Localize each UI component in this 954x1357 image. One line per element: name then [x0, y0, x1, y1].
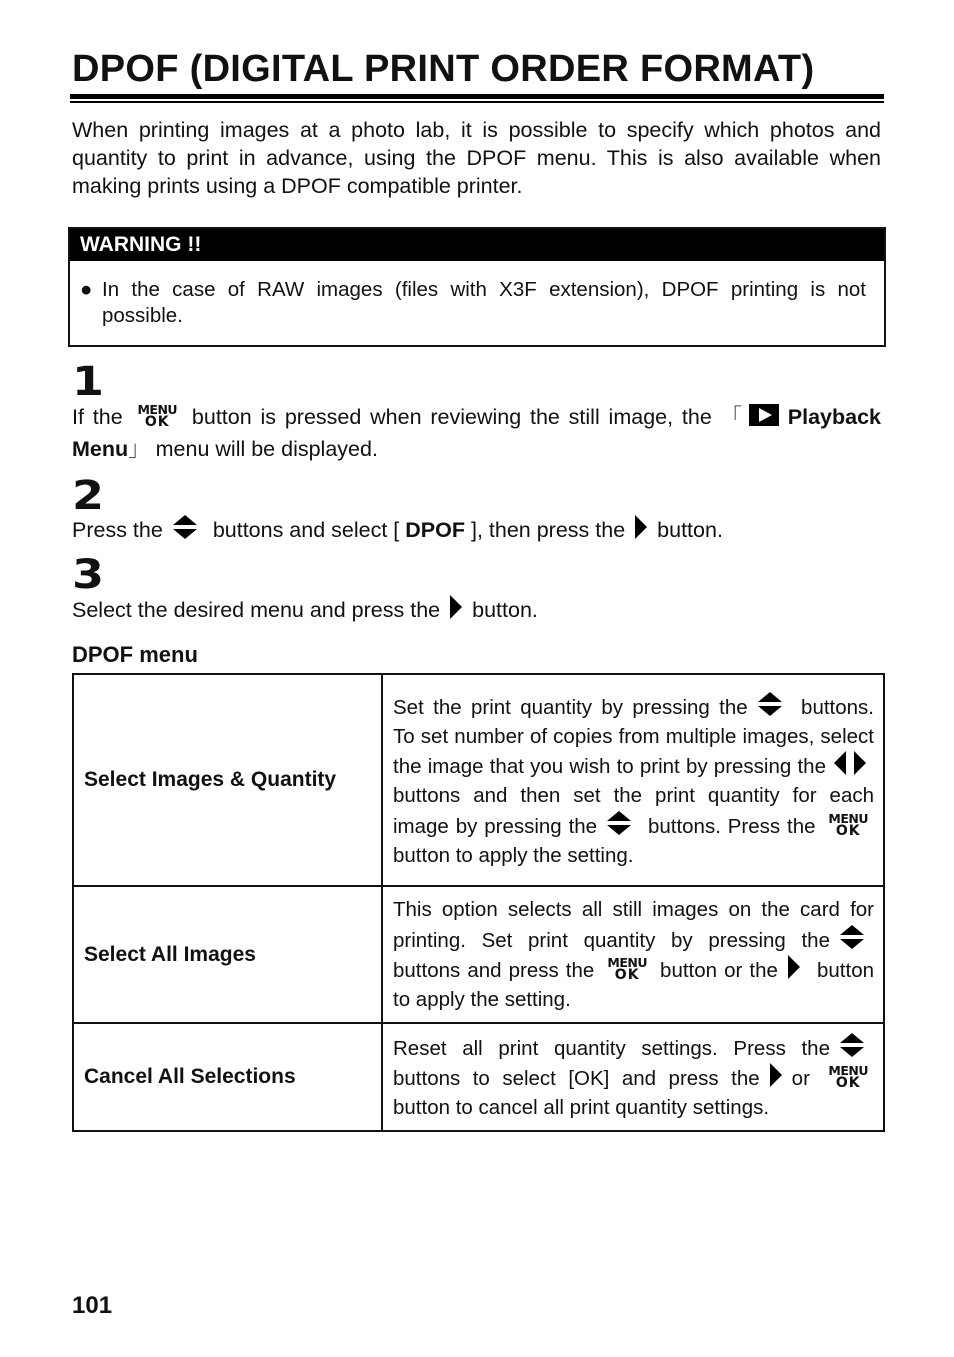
step-3-text [72, 594, 881, 626]
left-right-arrows-icon [834, 751, 866, 775]
step-text-part: Press the [72, 518, 163, 542]
playback-menu-name: Playback Menu [72, 405, 882, 461]
step-text-part: menu will be displayed. [155, 437, 378, 461]
bracket-close: 」 [128, 437, 150, 461]
up-down-arrows-icon [838, 1032, 866, 1058]
menu-ok-button-icon: MENU OK [828, 810, 868, 839]
row-label: Select All Images [73, 886, 382, 1023]
bracket-open: 「 [720, 405, 745, 429]
step-2-text [72, 514, 881, 546]
right-arrow-icon [788, 955, 800, 979]
page-number: 101 [72, 1292, 113, 1319]
step-text-part: If the [72, 405, 123, 429]
table-row [73, 886, 884, 1023]
warning-body [70, 261, 884, 329]
up-down-arrows-icon [838, 924, 866, 950]
warning-box [68, 227, 886, 347]
step-number: 3 [72, 552, 105, 598]
up-down-arrows-icon [605, 810, 633, 836]
step-text-part: button. [472, 598, 538, 622]
step-1-text [72, 401, 881, 465]
step-number: 2 [72, 473, 105, 519]
page-title: DPOF (DIGITAL PRINT ORDER FORMAT) [72, 48, 815, 90]
menu-ok-button-icon: MENU OK [828, 1063, 868, 1091]
step-text-part: ], then press the [470, 518, 626, 542]
menu-ok-button-icon: MENU OK [137, 402, 178, 430]
step-text-part: button. [657, 518, 723, 542]
step-text-part: buttons and select [ [212, 518, 400, 542]
dpof-menu-table [72, 673, 885, 1132]
row-label: Cancel All Selections [73, 1023, 382, 1131]
up-down-arrows-icon [171, 514, 199, 540]
playback-icon [749, 404, 779, 426]
title-rule-thin [70, 101, 884, 103]
up-down-arrows-icon [756, 691, 784, 717]
intro-paragraph: When printing images at a photo lab, it is possible to specify which photos and quantity to print in advance, using the DPOF menu. This is also available when making prints using a DPOF compatible printer. [72, 118, 881, 198]
right-arrow-icon [450, 595, 462, 619]
warning-heading: WARNING !! [70, 229, 884, 261]
row-label: Select Images & Quantity [73, 674, 382, 886]
dpof-label: DPOF [405, 518, 465, 542]
warning-text: In the case of RAW images (files with X3F extension), DPOF printing is not possible. [102, 278, 866, 327]
row-description: Set the print quantity by pressing the buttons. To set number of copies from multiple images, select the image that you wish to print by pressing the buttons and then set the print quantity for each image by pressing the buttons. Press the MENU OK button to apply the setting. [382, 674, 884, 886]
row-description: Reset all print quantity settings. Press the buttons to select [OK] and press the or MENU OK button to cancel all print quantity settings. [382, 1023, 884, 1131]
table-row [73, 674, 884, 886]
table-row [73, 1023, 884, 1131]
step-number: 1 [72, 359, 105, 405]
dpof-menu-heading: DPOF menu [72, 642, 198, 667]
step-text-part: Select the desired menu and press the [72, 598, 441, 622]
right-arrow-icon [635, 515, 647, 539]
right-arrow-icon [770, 1063, 782, 1087]
bullet-icon: ● [80, 278, 93, 301]
row-description: This option selects all still images on the card for printing. Set print quantity by pressing the buttons and press the MENU OK button or the button to apply the setting. [382, 886, 884, 1023]
step-text-part: button is pressed when reviewing the still image, the [191, 405, 712, 429]
menu-ok-button-icon: MENU OK [607, 955, 647, 983]
title-rule [70, 94, 884, 99]
